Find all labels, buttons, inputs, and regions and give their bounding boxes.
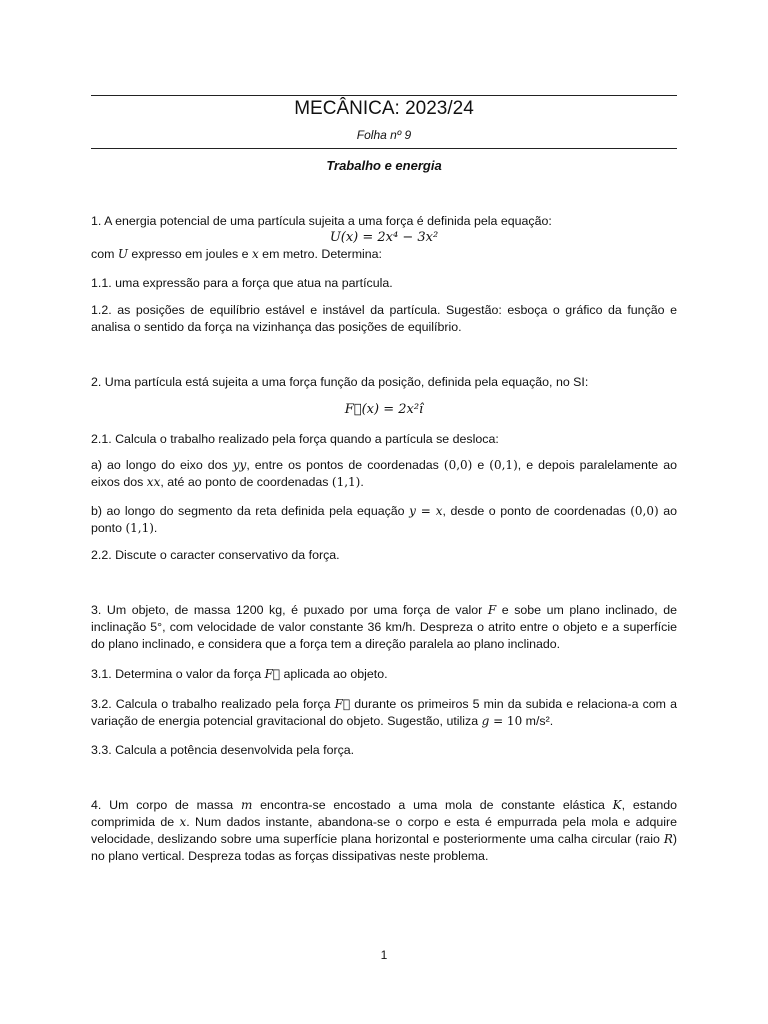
section-title: Trabalho e energia: [326, 158, 442, 173]
q3-1: 3.1. Determina o valor da força F⃗ aplicada ao objeto.: [91, 667, 388, 681]
q1-1: 1.1. uma expressão para a força que atua na partícula.: [91, 276, 393, 290]
header-rule: [91, 148, 677, 149]
q3-2: 3.2. Calcula o trabalho realizado pela força F⃗ durante os primeiros 5 min da subida e relaciona-a com a variação de energia potencial gravitacional do objeto. Sugestão, utiliza g = 10 m/s².: [91, 697, 677, 728]
q2-2: 2.2. Discute o caracter conservativo da força.: [91, 548, 340, 562]
q1-units: com U expresso em joules e x em metro. Determina:: [91, 247, 382, 261]
q1-intro: 1. A energia potencial de uma partícula sujeita a uma força é definida pela equação:: [91, 214, 552, 228]
q4-text: 4. Um corpo de massa m encontra-se encostado a uma mola de constante elástica K, estando comprimida de x. Num dados instante, abandona-se o corpo e esta é empurrada pela mola e adquire velocidade, deslizando sobre uma superfície plana horizontal e posteriormente uma calha circular (raio R) no plano vertical. Despreza todas as forças dissipativas neste problema.: [91, 798, 677, 863]
q2-intro: 2. Uma partícula está sujeita a uma força função da posição, definida pela equação, no SI:: [91, 375, 589, 389]
q2-equation: F⃗(x) = 2x²î: [344, 402, 424, 417]
top-rule: [91, 95, 677, 96]
q2-1: 2.1. Calcula o trabalho realizado pela força quando a partícula se desloca:: [91, 432, 499, 446]
q1-equation: U(x) = 2x⁴ − 3x²: [329, 230, 439, 245]
q2-1-a: a) ao longo do eixo dos yy, entre os pontos de coordenadas (0,0) e (0,1), e depois paralelamente ao eixos dos xx, até ao ponto de coordenadas (1,1).: [91, 458, 678, 489]
sheet-number: Folha nº 9: [356, 128, 412, 142]
page-number: 1: [380, 948, 388, 962]
q3-intro: 3. Um objeto, de massa 1200 kg, é puxado por uma força de valor F e sobe um plano inclinado, de inclinação 5°, com velocidade de valor constante 36 km/h. Despreza o atrito entre o objeto e a superfície do plano inclinado, e considera que a força tem a direção paralela ao plano inclinado.: [91, 603, 677, 651]
q3-3: 3.3. Calcula a potência desenvolvida pela força.: [91, 743, 355, 757]
page-title: MECÂNICA: 2023/24: [294, 98, 474, 119]
q2-1-b: b) ao longo do segmento da reta definida pela equação y = x, desde o ponto de coordenadas (0,0) ao ponto (1,1).: [91, 504, 677, 535]
q1-2: 1.2. as posições de equilíbrio estável e instável da partícula. Sugestão: esboça o gráfico da função e analisa o sentido da força na vizinhança das posições de equilíbrio.: [91, 303, 677, 334]
